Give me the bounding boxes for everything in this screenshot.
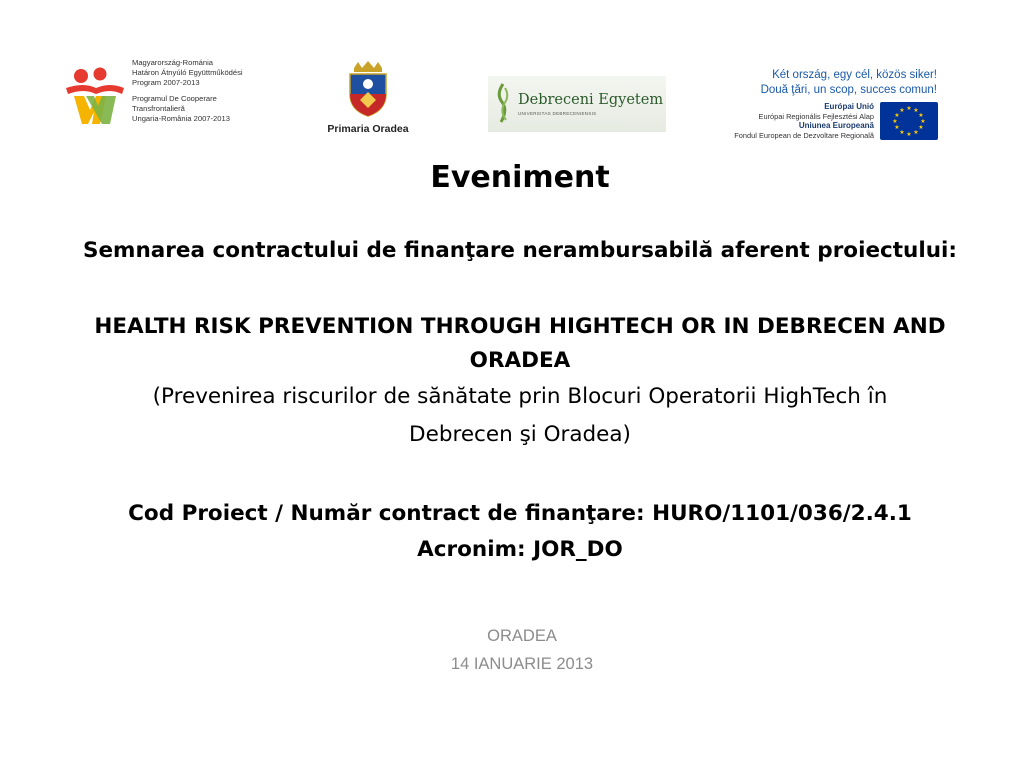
primaria-oradea-logo [318,60,418,140]
svg-text:★: ★ [920,118,926,125]
project-name-ro [40,378,1000,454]
svg-text:★: ★ [892,118,898,125]
eu-flag-icon [880,102,938,140]
svg-text:★: ★ [918,112,924,119]
svg-text:★: ★ [894,112,900,119]
eu-slogan-ro: Două ţări, un scop, succes comun! [760,84,937,96]
slide-subtitle: Semnarea contractului de finanţare nerambursabilă aferent proiectului: [82,238,957,263]
eu-slogan-hu: Két ország, egy cél, közös siker! [772,69,937,81]
huro-programme-logo [64,58,264,138]
svg-text:★: ★ [894,124,900,131]
university-emblem-icon [492,82,514,126]
project-name-en [40,310,1000,378]
slide-footer [0,622,1024,678]
huro-people-icon [64,66,128,130]
project-name-en-line-2: ORADEA [469,348,571,373]
project-code: Cod Proiect / Număr contract de finanţare: HURO/1101/036/2.4.1 [128,501,912,526]
svg-text:★: ★ [906,105,912,112]
eu-line-2: Európai Regionális Fejlesztési Alap [758,111,874,121]
svg-text:★: ★ [918,124,924,131]
logo-bar [0,0,1024,145]
huro-text-hu-2: Határon Átnyúló Együttműködési [132,68,243,77]
primaria-oradea-label: Primaria Oradea [327,123,409,135]
footer-date: 14 IANUARIE 2013 [450,655,594,673]
eu-line-3: Uniunea Europeană [798,121,874,130]
project-code-block [40,496,1000,568]
debreceni-egyetem-subtitle: UNIVERSITAS DEBRECENIENSIS [518,111,597,116]
debreceni-egyetem-name: Debreceni Egyetem [518,92,664,108]
svg-text:★: ★ [899,129,905,136]
debreceni-egyetem-logo [488,76,666,132]
project-acronym: Acronim: JOR_DO [417,537,623,562]
slide-content [40,150,1000,568]
project-name-ro-line-1: (Prevenirea riscurilor de sănătate prin Blocuri Operatorii HighTech în [152,384,888,409]
svg-text:★: ★ [899,107,905,114]
huro-text-hu-1: Magyarország-Románia [132,58,214,67]
huro-text-ro-2: Transfrontalieră [132,104,185,113]
eu-line-1: Európai Unió [824,102,874,111]
eu-line-4: Fondul European de Dezvoltare Regională [734,130,874,140]
huro-text-ro-3: Ungaria-România 2007-2013 [132,114,230,123]
svg-text:★: ★ [913,107,919,114]
slide-title: Eveniment [430,160,610,195]
footer-location: ORADEA [487,627,557,645]
project-name-ro-line-2: Debrecen şi Oradea) [409,422,631,447]
svg-text:★: ★ [906,131,912,138]
huro-text-ro-1: Programul De Cooperare [132,94,217,103]
project-name-en-line-1: HEALTH RISK PREVENTION THROUGH HIGHTECH OR IN DEBRECEN AND [94,314,946,339]
coat-of-arms-icon [346,60,390,118]
huro-text-hu-3: Program 2007-2013 [132,78,200,87]
svg-text:★: ★ [913,129,919,136]
eu-logo [730,64,945,144]
